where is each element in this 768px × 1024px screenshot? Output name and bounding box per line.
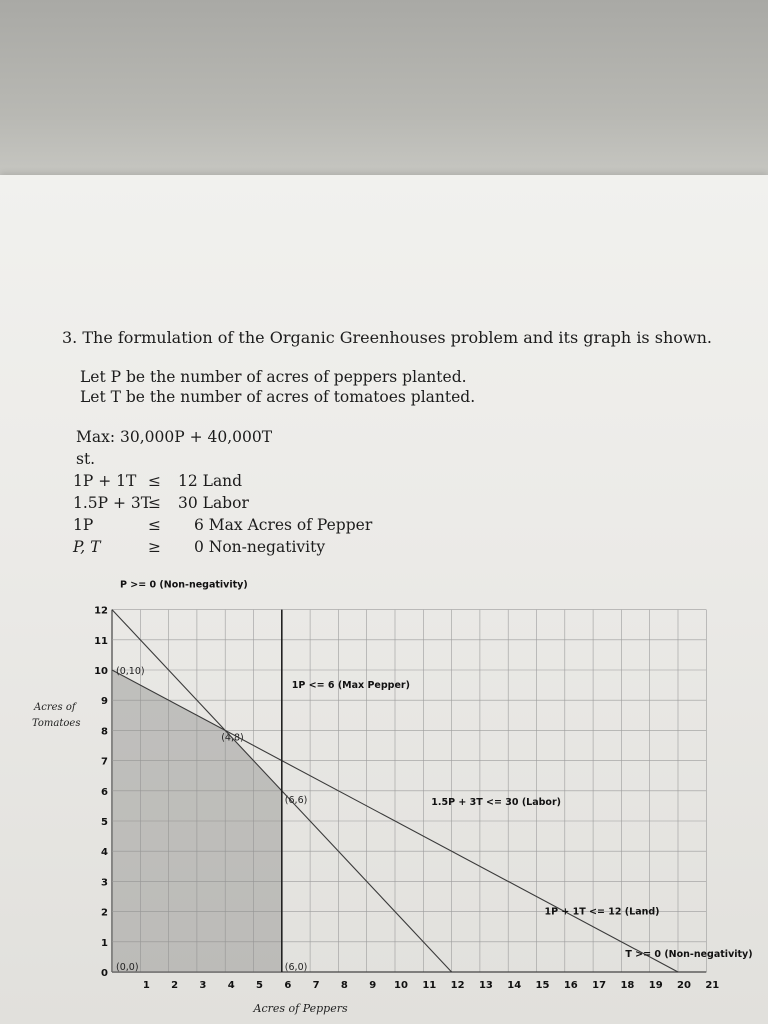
x-tick-label: 15	[535, 980, 550, 991]
y-tick-label: 3	[101, 877, 108, 889]
y-tick-label: 2	[101, 907, 108, 919]
y-tick-label: 1	[101, 937, 108, 949]
objective-function: Max: 30,000P + 40,000T	[76, 428, 273, 446]
y-tick-label: 0	[101, 968, 108, 979]
question-text: 3. The formulation of the Organic Greenhouses problem and its graph is shown.	[62, 328, 712, 347]
x-tick-label: 17	[592, 980, 607, 991]
constraint-annotation: 1P + 1T <= 12 (Land)	[544, 906, 660, 918]
x-tick-label: 19	[648, 980, 663, 991]
x-tick-label: 21	[705, 980, 720, 991]
y-tick-label: 8	[101, 726, 108, 738]
vertex-label: (0,10)	[116, 666, 145, 677]
x-tick-label: 4	[227, 980, 235, 991]
y-tick-label: 7	[101, 756, 108, 768]
y-tick-label: 6	[101, 786, 108, 798]
constraint-labor-rhs: 30 Labor	[178, 494, 249, 512]
constraint-land-symbol: ≤	[148, 472, 161, 490]
x-tick-label: 11	[422, 980, 437, 991]
constraint-labor-lhs: 1.5P + 3T	[73, 494, 152, 512]
constraint-nonneg-symbol: ≥	[148, 538, 161, 556]
x-tick-label: 1	[142, 980, 150, 991]
constraint-annotation: T >= 0 (Non-negativity)	[625, 948, 753, 960]
y-axis-label-line1: Acres of	[34, 702, 76, 713]
constraint-land-lhs: 1P + 1T	[73, 472, 137, 490]
x-tick-label: 18	[620, 980, 635, 991]
y-tick-label: 11	[94, 635, 108, 647]
y-tick-label: 5	[101, 817, 108, 828]
x-tick-label: 16	[563, 980, 578, 991]
x-tick-label: 20	[677, 980, 691, 991]
constraint-annotation: 1P <= 6 (Max Pepper)	[291, 680, 410, 692]
y-tick-label: 9	[101, 696, 108, 708]
x-tick-label: 8	[340, 980, 348, 991]
constraint-nonneg-rhs: 0 Non-negativity	[194, 538, 326, 556]
x-tick-label: 5	[256, 980, 263, 991]
y-tick-label: 4	[101, 847, 108, 859]
vertex-label: (6,0)	[284, 962, 308, 973]
y-tick-label: 12	[94, 605, 108, 617]
constraint-annotation: 1.5P + 3T <= 30 (Labor)	[431, 796, 561, 808]
vertex-label: (0,0)	[116, 962, 139, 973]
constraint-pepper-lhs: 1P	[73, 516, 94, 534]
y-tick-label: 10	[94, 666, 108, 677]
constraint-labor-symbol: ≤	[148, 494, 161, 512]
vertex-label: (6,6)	[284, 794, 308, 806]
x-tick-label: 13	[478, 980, 493, 991]
x-axis-label: Acres of Peppers	[253, 1002, 348, 1015]
x-tick-label: 6	[284, 980, 292, 991]
x-tick-label: 12	[450, 980, 465, 991]
x-tick-label: 2	[171, 980, 179, 991]
x-tick-label: 7	[312, 980, 320, 991]
x-tick-label: 14	[507, 980, 522, 991]
constraint-nonneg-lhs: P, T	[73, 538, 101, 556]
vertex-label: (4,8)	[221, 732, 244, 744]
definition-p: Let P be the number of acres of peppers planted.	[80, 368, 467, 386]
constraint-land-rhs: 12 Land	[178, 472, 243, 490]
constraint-pepper-symbol: ≤	[148, 516, 161, 534]
subject-to-label: st.	[76, 450, 96, 468]
definition-t: Let T be the number of acres of tomatoes planted.	[80, 388, 476, 406]
y-axis-label-line2: Tomatoes	[32, 718, 81, 729]
x-tick-label: 3	[199, 980, 207, 991]
constraint-annotation: P >= 0 (Non-negativity)	[120, 579, 248, 591]
constraint-pepper-rhs: 6 Max Acres of Pepper	[194, 516, 373, 534]
x-tick-label: 10	[394, 980, 408, 991]
x-tick-label: 9	[369, 980, 377, 991]
